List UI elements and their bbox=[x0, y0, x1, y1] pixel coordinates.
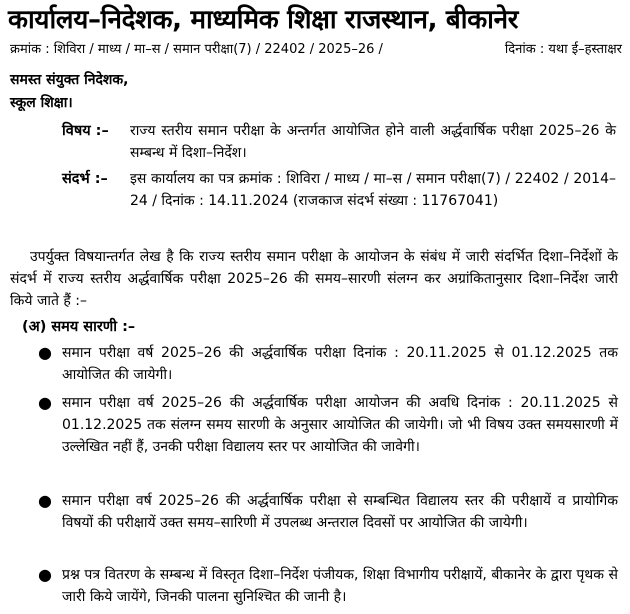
section-heading: (अ) समय सारणी :– bbox=[22, 319, 136, 335]
list-item: समान परीक्षा वर्ष 2025–26 की अर्द्धवार्षिक परीक्षा दिनांक : 20.11.2025 से 01.12.2025 तक आयोजित की जायेगी। bbox=[62, 345, 618, 383]
bullet-icon: ● bbox=[38, 393, 52, 412]
bullet-icon: ● bbox=[38, 565, 52, 584]
reference-line bbox=[10, 41, 622, 59]
reference-label: संदर्भ :– bbox=[62, 171, 108, 187]
office-title: कार्यालय–निदेशक, माध्यमिक शिक्षा राजस्थान, बीकानेर bbox=[8, 5, 519, 35]
subject-label: विषय :– bbox=[62, 123, 109, 139]
letter-number: क्रमांक : शिविरा / माध्य / मा–स / समान परीक्षा(7) / 22402 / 2025–26 / bbox=[10, 42, 383, 57]
subject-text: राज्य स्तरीय समान परीक्षा के अन्तर्गत आयोजित होने वाली अर्द्धवार्षिक परीक्षा 2025–26 के सम्बन्ध में दिशा–निर्देश। bbox=[130, 123, 616, 161]
intro-paragraph: उपर्युक्त विषयान्तर्गत लेख है कि राज्य स्तरीय समान परीक्षा के आयोजन के संबंध में जारी संदर्भित दिशा–निर्देशों के संदर्भ में राज्य स्तरीय अर्द्धवार्षिक परीक्षा 2025–26 की समय–सारणी संलग्न कर अग्रांकितानुसार दिशा–निर्देश जारी किये जाते हैं :– bbox=[10, 249, 618, 309]
bullet-icon: ● bbox=[38, 343, 52, 362]
reference-text: इस कार्यालय का पत्र क्रमांक : शिविरा / माध्य / मा–स / समान परीक्षा(7) / 22402 / 2014–24 / दिनांक : 14.11.2024 (राजकाज संदर्भ संख्या : 11767041) bbox=[130, 171, 616, 209]
bullet-icon: ● bbox=[38, 491, 52, 510]
list-item: समान परीक्षा वर्ष 2025–26 की अर्द्धवार्षिक परीक्षा से सम्बन्धित विद्यालय स्तर की परीक्षायें व प्रायोगिक विषयों की परीक्षायें उक्त समय–सारिणी में उपलब्ध अन्तराल दिवसों पर आयोजित की जायेगी। bbox=[62, 493, 618, 531]
list-item: समान परीक्षा वर्ष 2025–26 की अर्द्धवार्षिक परीक्षा आयोजन की अवधि दिनांक : 20.11.2025 से 01.12.2025 तक संलग्न समय सारणी के अनुसार आयोजित की जायेगी। जो भी विषय उक्त समयसारणी में उल्लेखित नहीं हैं, उनकी परीक्षा विद्यालय स्तर पर आयोजित की जावेगी। bbox=[62, 395, 618, 455]
addressee-line-1: समस्त संयुक्त निदेशक, bbox=[10, 72, 129, 88]
addressee-line-2: स्कूल शिक्षा। bbox=[10, 95, 73, 111]
list-item: प्रश्न पत्र वितरण के सम्बन्ध में विस्तृत दिशा–निर्देश पंजीयक, शिक्षा विभागीय परीक्षायें, बीकानेर के द्वारा पृथक से जारी किये जायेंगे, जिनकी पालना सुनिश्चित की जानी है। bbox=[62, 567, 618, 605]
letter-date: दिनांक : यथा ई–हस्ताक्षर bbox=[504, 42, 622, 57]
